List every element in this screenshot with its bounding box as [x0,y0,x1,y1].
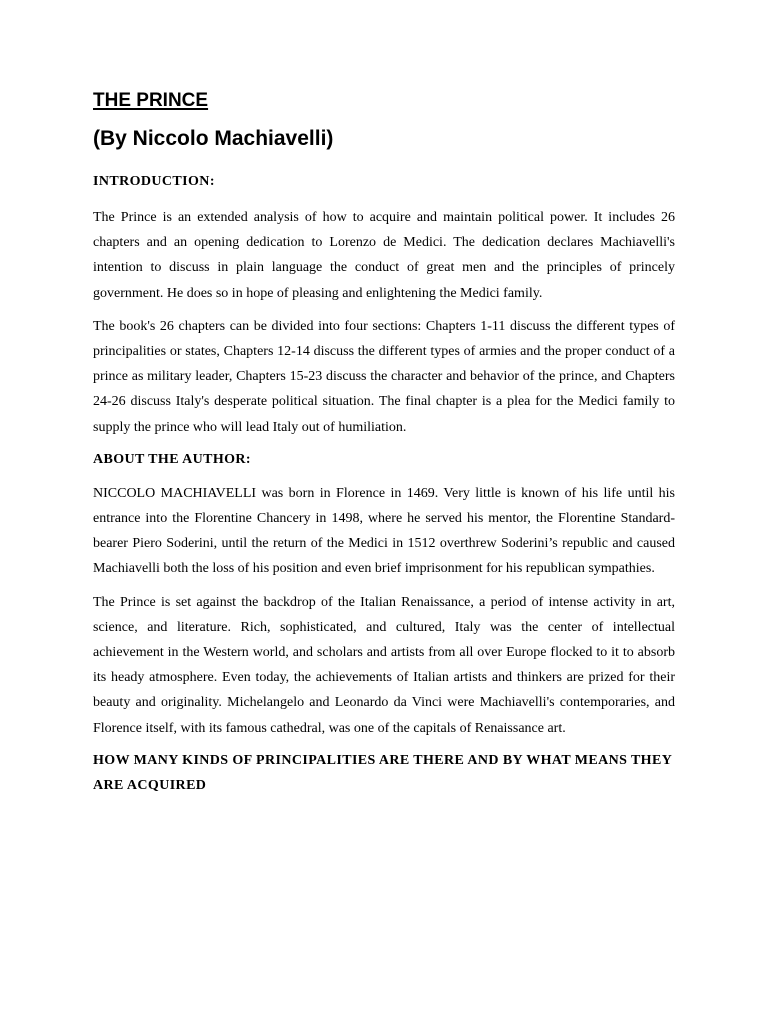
about-author-paragraph-1: NICCOLO MACHIAVELLI was born in Florence in 1469. Very little is known of his life until his entrance into the Florentine Chancery in 1498, where he served his mentor, the Florentine Standard-bearer Piero Soderini, until the return of the Medici in 1512 overthrew Soderini’s republic and caused Machiavelli both the loss of his position and even brief imprisonment for his republican sympathies. [93,485,675,577]
document-subtitle: (By Niccolo Machiavelli) [93,127,334,150]
introduction-paragraph-2: The book's 26 chapters can be divided into four sections: Chapters 1-11 discuss the different types of principalities or states, Chapters 12-14 discuss the different types of armies and the proper conduct of a prince as military leader, Chapters 15-23 discuss the character and behavior of the prince, and Chapters 24-26 discuss Italy's desperate political situation. The final chapter is a plea for the Medici family to supply the prince who will lead Italy out of humiliation. [93,318,675,435]
introduction-heading: INTRODUCTION: [93,174,215,189]
document-page [93,86,675,798]
about-author-paragraph-2: The Prince is set against the backdrop of the Italian Renaissance, a period of intense activity in art, science, and literature. Rich, sophisticated, and cultured, Italy was the center of intellectual achievement in the Western world, and scholars and artists from all over Europe flocked to it to absorb its heady atmosphere. Even today, the achievements of Italian artists and thinkers are prized for their beauty and originality. Michelangelo and Leonardo da Vinci were Machiavelli's contemporaries, and Florence itself, with its famous cathedral, was one of the capitals of Renaissance art. [93,594,675,736]
principalities-heading: HOW MANY KINDS OF PRINCIPALITIES ARE THERE AND BY WHAT MEANS THEY ARE ACQUIRED [93,752,672,793]
introduction-paragraph-1: The Prince is an extended analysis of how to acquire and maintain political power. It includes 26 chapters and an opening dedication to Lorenzo de Medici. The dedication declares Machiavelli's intention to discuss in plain language the conduct of great men and the principles of princely government. He does so in hope of pleasing and enlightening the Medici family. [93,210,675,301]
document-title: THE PRINCE [93,90,209,111]
about-author-heading: ABOUT THE AUTHOR: [93,451,251,467]
